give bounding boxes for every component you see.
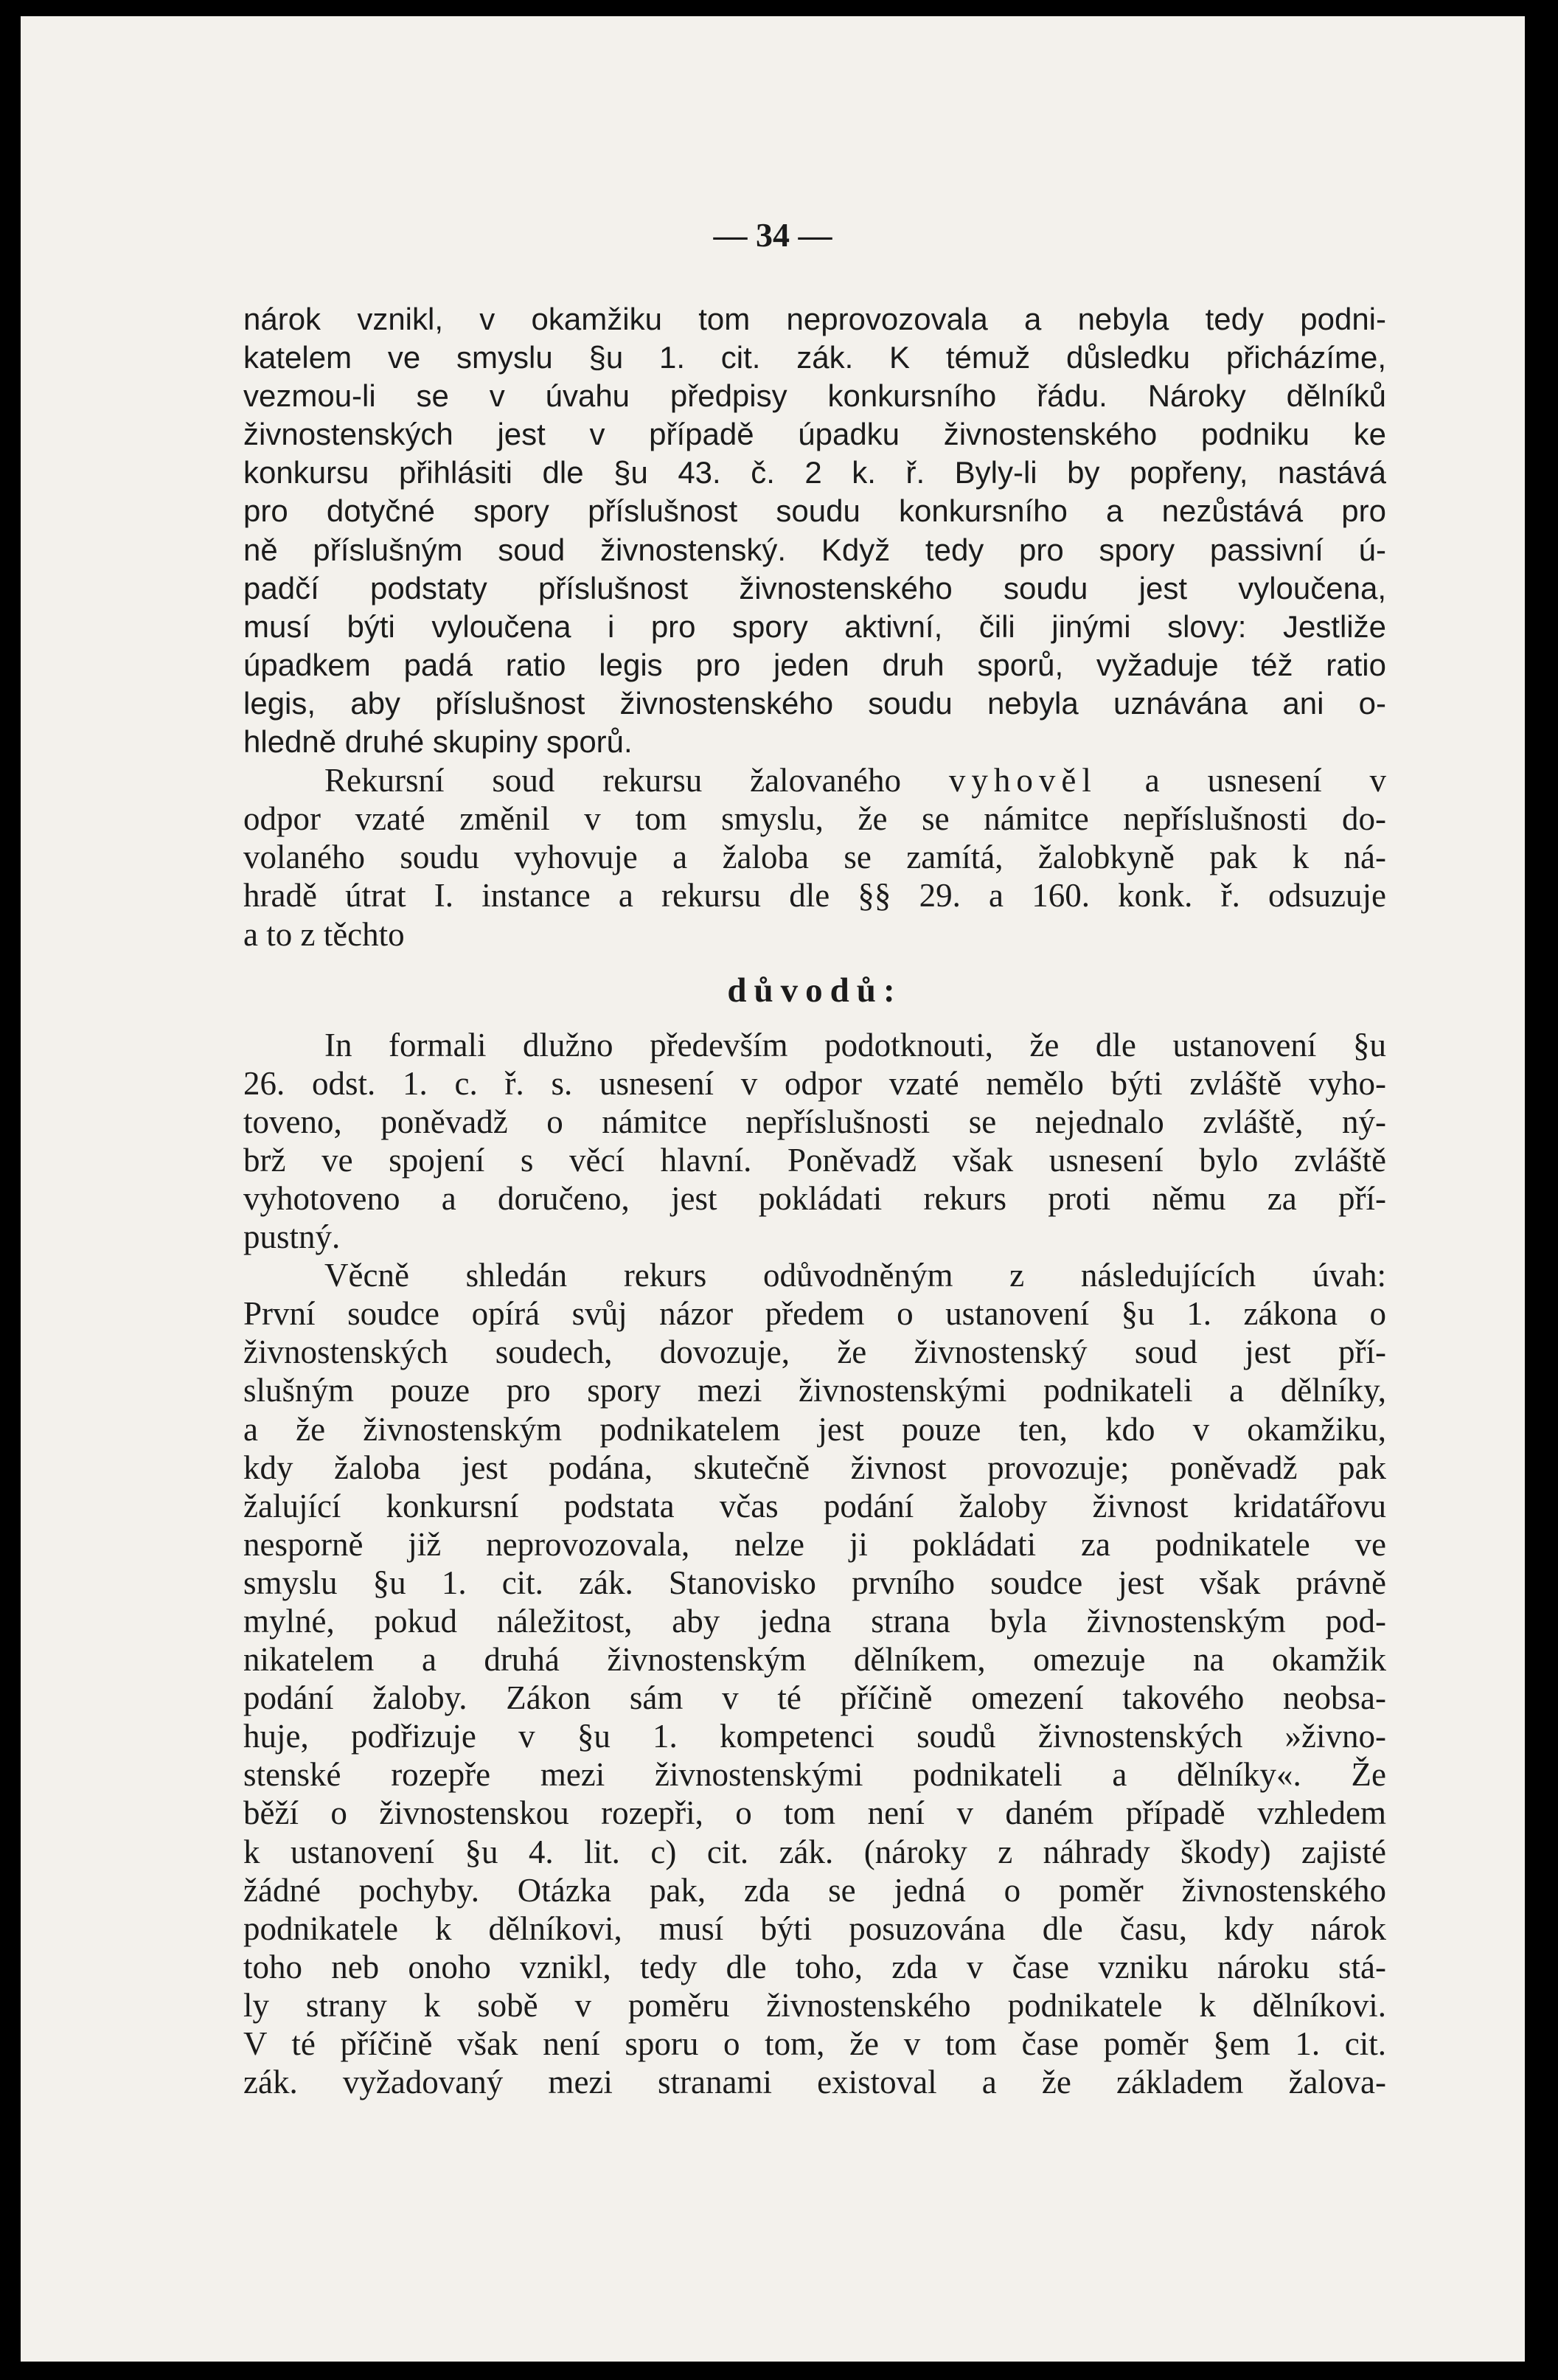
text-line: zák. vyžadovaný mezi stranami existoval a že základem žalova- (243, 2064, 1386, 2101)
text-fragment: a usnesení v (1144, 762, 1386, 799)
paragraph-3 (243, 1026, 1386, 1257)
text-line: žalující konkursní podstata včas podání žaloby živnost kridatářovu (243, 1487, 1386, 1524)
text-line: ně příslušným soud živnostenský. Když tedy pro spory passivní ú- (243, 532, 1386, 567)
text-line: stenské rozepře mezi živnostenskými podnikateli a dělníky«. Že (243, 1756, 1386, 1794)
text-line: pro dotyčné spory příslušnost soudu konkursního a nezůstává pro (243, 493, 1386, 529)
text-line: nárok vznikl, v okamžiku tom neprovozovala a nebyla tedy podni- (243, 302, 1386, 336)
text-line: podnikatele k dělníkovi, musí býti posuzována dle času, kdy nárok (243, 1909, 1386, 1947)
text-line: živnostenských jest v případě úpadku živnostenského podniku ke (243, 417, 1386, 452)
text-line: hledně druhé skupiny sporů. (243, 724, 633, 760)
text-line: smyslu §u 1. cit. zák. Stanovisko prvního soudce jest však právně (243, 1564, 1386, 1601)
text-line: kdy žaloba jest podána, skutečně živnost provozuje; poněvadž pak (243, 1449, 1386, 1486)
text-line: vyhotoveno a doručeno, jest pokládati rekurs proti němu za pří- (243, 1179, 1386, 1217)
text-line: a to z těchto (243, 915, 405, 953)
text-line: k ustanovení §u 4. lit. c) cit. zák. (nároky z náhrady škody) zajisté (243, 1833, 1386, 1870)
text-line: pustný. (243, 1218, 341, 1256)
text-line: toveno, poněvadž o námitce nepříslušnosti se nejednalo zvláště, ný- (243, 1103, 1386, 1140)
text-line: huje, podřizuje v §u 1. kompetenci soudů živnostenských »živno- (243, 1718, 1386, 1755)
text-line: slušným pouze pro spory mezi živnostenskými podnikateli a dělníky, (243, 1372, 1386, 1409)
text-line: musí býti vyloučena i pro spory aktivní, čili jinými slovy: Jestliže (243, 608, 1386, 644)
text-line: brž ve spojení s věcí hlavní. Poněvadž však usnesení bylo zvláště (243, 1141, 1386, 1179)
text-line: volaného soudu vyhovuje a žaloba se zamítá, žalobkyně pak k ná- (243, 839, 1386, 876)
text-line: nesporně již neprovozovala, nelze ji pokládati za podnikatele ve (243, 1525, 1386, 1563)
text-line: odpor vzaté změnil v tom smyslu, že se námitce nepříslušnosti do- (243, 800, 1386, 838)
text-line: Věcně shledán rekurs odůvodněným z následujících úvah: (324, 1257, 1386, 1294)
text-line: běží o živnostenskou rozepři, o tom není v daném případě vzhledem (243, 1794, 1386, 1832)
text-line: padčí podstaty příslušnost živnostenského soudu jest vyloučena, (243, 570, 1386, 606)
text-line: V té příčině však není sporu o tom, že v tom čase poměr §em 1. cit. (243, 2025, 1386, 2063)
text-line: toho neb onoho vznikl, tedy dle toho, zda v čase vzniku nároku stá- (243, 1948, 1386, 1985)
text-line: úpadkem padá ratio legis pro jeden druh sporů, vyžaduje též ratio (243, 647, 1386, 682)
section-heading: důvodů: (727, 971, 903, 1010)
text-line: žádné pochyby. Otázka pak, zda se jedná o poměr živnostenského (243, 1871, 1386, 1909)
text-line: podání žaloby. Zákon sám v té příčině omezení takového neobsa- (243, 1679, 1386, 1717)
text-line: In formali dlužno především podotknouti, že dle ustanovení §u (324, 1026, 1386, 1064)
text-line: 26. odst. 1. c. ř. s. usnesení v odpor vzaté nemělo býti zvláště vyho- (243, 1064, 1386, 1102)
text-line: živnostenských soudech, dovozuje, že živnostenský soud jest pří- (243, 1333, 1386, 1371)
document-page (21, 16, 1525, 2362)
paragraph-4 (243, 1256, 1386, 2101)
spaced-emphasis: vyhověl (948, 762, 1097, 799)
text-line: katelem ve smyslu §u 1. cit. zák. K témuž důsledku přicházíme, (243, 340, 1386, 375)
text-line: První soudce opírá svůj názor předem o ustanovení §u 1. zákona o (243, 1295, 1386, 1333)
body-text (243, 300, 1386, 2101)
text-line: ly strany k sobě v poměru živnostenského podnikatele k dělníkovi. (243, 1986, 1386, 2024)
text-line: konkursu přihlásiti dle §u 43. č. 2 k. ř. Byly-li by popřeny, nastává (243, 455, 1386, 490)
text-line: vezmou-li se v úvahu předpisy konkursního řádu. Nároky dělníků (243, 378, 1386, 414)
text-line: hradě útrat I. instance a rekursu dle §§ 29. a 160. konk. ř. odsuzuje (243, 877, 1386, 915)
text-fragment: Rekursní soud rekursu žalovaného (324, 762, 902, 799)
text-line: mylné, pokud náležitost, aby jedna strana byla živnostenským pod- (243, 1603, 1386, 1640)
text-line: legis, aby příslušnost živnostenského soudu nebyla uznávána ani o- (243, 685, 1386, 721)
text-line: nikatelem a druhá živnostenským dělníkem, omezuje na okamžik (243, 1641, 1386, 1679)
text-line: a že živnostenským podnikatelem jest pouze ten, kdo v okamžiku, (243, 1410, 1386, 1448)
paragraph-1 (243, 300, 1386, 761)
text-line (243, 761, 1386, 799)
paragraph-2 (243, 761, 1386, 953)
page-number: — 34 — (713, 216, 832, 254)
